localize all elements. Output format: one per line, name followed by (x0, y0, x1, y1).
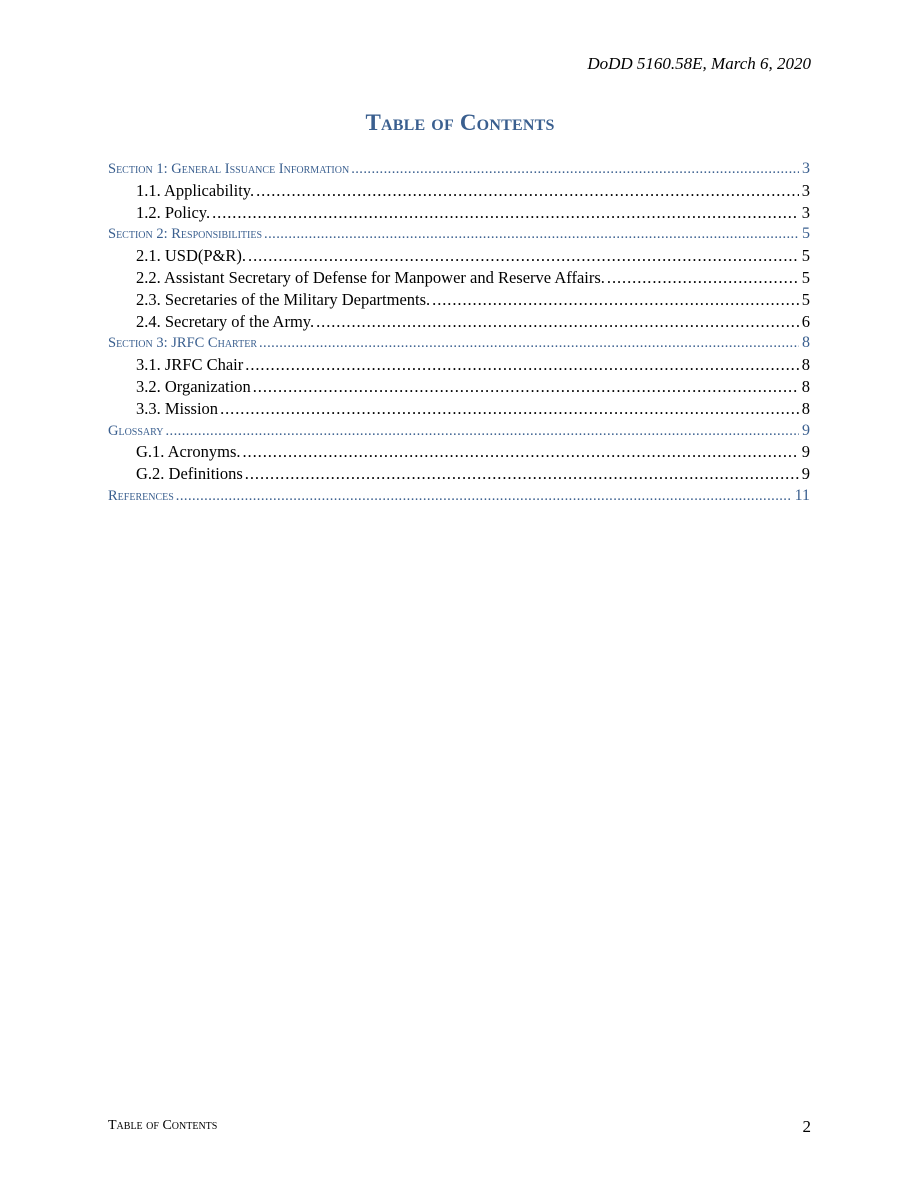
toc-entry-label: G.2. Definitions (136, 464, 243, 484)
page-title: Table of Contents (365, 110, 555, 135)
dot-leader (432, 289, 799, 311)
toc-entry-acronyms[interactable] (108, 441, 810, 463)
toc-entry-applicability[interactable] (108, 180, 810, 202)
toc-entry-page: 8 (801, 398, 810, 418)
toc-entry-jrfc-chair[interactable] (108, 354, 810, 376)
table-of-contents (108, 158, 810, 507)
toc-entry-label: References (108, 487, 174, 504)
toc-entry-section-2[interactable] (108, 223, 810, 245)
toc-entry-page: 9 (801, 464, 810, 484)
toc-entry-page: 8 (801, 376, 810, 396)
toc-entry-page: 3 (801, 202, 810, 222)
toc-entry-references[interactable] (108, 485, 810, 507)
toc-entry-label: Section 1: General Issuance Information (108, 161, 350, 177)
toc-entry-page: 5 (802, 225, 810, 243)
dot-leader (245, 463, 799, 485)
toc-entry-secretaries-military-departments[interactable] (108, 289, 810, 311)
toc-entry-page: 5 (801, 246, 810, 266)
toc-entry-label: 3.2. Organization (136, 376, 251, 396)
toc-entry-page: 8 (801, 355, 810, 375)
toc-entry-page: 5 (801, 289, 810, 309)
dot-leader (316, 311, 799, 333)
toc-entry-label: 2.1. USD(P&R). (136, 246, 247, 266)
dot-leader (245, 354, 798, 376)
dot-leader (253, 376, 799, 398)
toc-entry-mission[interactable] (108, 398, 810, 420)
toc-entry-organization[interactable] (108, 376, 810, 398)
dot-leader (212, 202, 799, 224)
toc-entry-page: 6 (801, 311, 810, 331)
toc-entry-label: 2.3. Secretaries of the Military Departments. (136, 289, 431, 309)
dot-leader (256, 180, 799, 202)
toc-entry-page: 3 (802, 160, 810, 177)
toc-entry-asd-mra[interactable] (108, 267, 810, 289)
toc-entry-label: G.1. Acronyms. (136, 442, 241, 462)
toc-entry-secretary-army[interactable] (108, 311, 810, 333)
toc-entry-label: Section 3: JRFC Charter (108, 335, 257, 352)
dot-leader (264, 224, 799, 245)
dot-leader (176, 486, 792, 507)
toc-entry-label: 1.1. Applicability. (136, 180, 255, 200)
toc-entry-section-1[interactable] (108, 158, 810, 180)
toc-entry-label: 1.2. Policy. (136, 202, 211, 222)
toc-entry-page: 8 (802, 334, 810, 352)
toc-entry-page: 5 (801, 267, 810, 287)
dot-leader (166, 421, 800, 442)
toc-entry-policy[interactable] (108, 202, 810, 224)
dot-leader (220, 398, 799, 420)
footer-page-number: 2 (802, 1117, 811, 1136)
toc-entry-label: Section 2: Responsibilities (108, 226, 263, 243)
dot-leader (248, 245, 799, 267)
toc-entry-page: 11 (794, 486, 810, 504)
toc-entry-label: 3.3. Mission (136, 398, 219, 418)
toc-entry-label: 2.4. Secretary of the Army. (136, 311, 315, 331)
footer-section-label: Table of Contents (108, 1118, 218, 1133)
dot-leader (351, 159, 799, 180)
toc-entry-glossary[interactable] (108, 420, 810, 442)
toc-entry-section-3[interactable] (108, 332, 810, 354)
toc-entry-label: 3.1. JRFC Chair (136, 355, 244, 375)
toc-entry-page: 3 (801, 180, 810, 200)
toc-entry-usd-pr[interactable] (108, 245, 810, 267)
toc-entry-page: 9 (802, 421, 810, 439)
dot-leader (243, 441, 799, 463)
toc-entry-label: Glossary (108, 422, 164, 439)
toc-entry-page: 9 (801, 442, 810, 462)
toc-entry-definitions[interactable] (108, 463, 810, 485)
dot-leader (259, 333, 799, 354)
running-header: DoDD 5160.58E, March 6, 2020 (587, 54, 811, 73)
toc-entry-label: 2.2. Assistant Secretary of Defense for Manpower and Reserve Affairs. (136, 267, 605, 287)
dot-leader (607, 267, 799, 289)
